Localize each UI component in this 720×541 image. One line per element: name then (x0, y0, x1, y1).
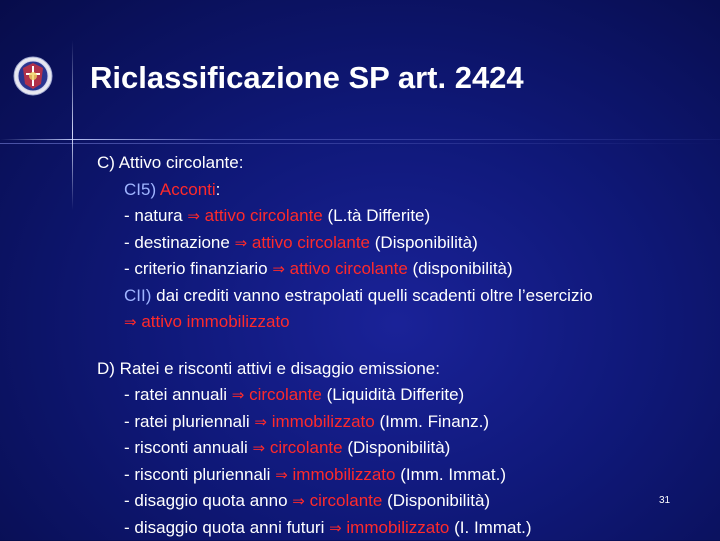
section-c-heading: C) Attivo circolante: (97, 150, 697, 177)
section-d-item (97, 409, 697, 436)
cii-result: attivo immobilizzato (141, 312, 289, 331)
section-d-item (97, 435, 697, 462)
slide-title: Riclassificazione SP art. 2424 (90, 60, 524, 96)
section-d-item (97, 462, 697, 489)
criterio-value: attivo circolante (290, 259, 408, 278)
implies-arrow-icon: ⇒ (275, 466, 288, 484)
university-seal-icon (13, 56, 53, 96)
ci5-colon: : (216, 180, 221, 199)
section-d-item (97, 515, 697, 541)
item-value: immobilizzato (293, 465, 396, 484)
item-value: circolante (249, 385, 322, 404)
destinazione-note: (Disponibilità) (375, 233, 478, 252)
cii-result-line (97, 309, 697, 336)
implies-arrow-icon: ⇒ (187, 207, 200, 225)
cii-line (97, 283, 697, 310)
implies-arrow-icon: ⇒ (254, 413, 267, 431)
natura-note: (L.tà Differite) (328, 206, 431, 225)
destinazione-prefix: - destinazione (124, 233, 230, 252)
cii-code: CII) (124, 286, 151, 305)
criterio-prefix: - criterio finanziario (124, 259, 268, 278)
section-d-item (97, 382, 697, 409)
item-prefix: - disaggio quota anno (124, 491, 288, 510)
item-prefix: - risconti pluriennali (124, 465, 270, 484)
implies-arrow-icon: ⇒ (272, 260, 285, 278)
item-prefix: - ratei annuali (124, 385, 227, 404)
destinazione-value: attivo circolante (252, 233, 370, 252)
ci5-code: CI5) (124, 180, 156, 199)
ci5-label: Acconti (160, 180, 216, 199)
item-value: circolante (270, 438, 343, 457)
item-note: (Disponibilità) (347, 438, 450, 457)
item-value: immobilizzato (346, 518, 449, 537)
item-note: (Imm. Finanz.) (379, 412, 489, 431)
header-divider-glow (0, 143, 720, 144)
implies-arrow-icon: ⇒ (329, 519, 342, 537)
item-prefix: - risconti annuali (124, 438, 248, 457)
vertical-accent-line (72, 40, 73, 210)
item-value: circolante (310, 491, 383, 510)
destinazione-line (97, 230, 697, 257)
implies-arrow-icon: ⇒ (235, 234, 248, 252)
page-number: 31 (659, 495, 670, 506)
natura-value: attivo circolante (205, 206, 323, 225)
criterio-note: (disponibilità) (413, 259, 513, 278)
implies-arrow-icon: ⇒ (232, 386, 245, 404)
item-note: (Liquidità Differite) (327, 385, 465, 404)
criterio-line (97, 256, 697, 283)
natura-line (97, 203, 697, 230)
section-d-heading: D) Ratei e risconti attivi e disaggio emissione: (97, 356, 697, 383)
slide-body (97, 150, 697, 541)
cii-text: dai crediti vanno estrapolati quelli scadenti oltre l’esercizio (156, 286, 593, 305)
section-d-item (97, 488, 697, 515)
item-note: (Disponibilità) (387, 491, 490, 510)
item-prefix: - disaggio quota anni futuri (124, 518, 324, 537)
ci5-line (97, 177, 697, 204)
item-note: (I. Immat.) (454, 518, 531, 537)
item-value: immobilizzato (272, 412, 375, 431)
header-divider-line (0, 139, 720, 140)
item-prefix: - ratei pluriennali (124, 412, 250, 431)
natura-prefix: - natura (124, 206, 183, 225)
section-spacer (97, 336, 697, 356)
implies-arrow-icon: ⇒ (253, 439, 266, 457)
implies-arrow-icon: ⇒ (124, 313, 137, 331)
item-note: (Imm. Immat.) (400, 465, 506, 484)
implies-arrow-icon: ⇒ (292, 492, 305, 510)
